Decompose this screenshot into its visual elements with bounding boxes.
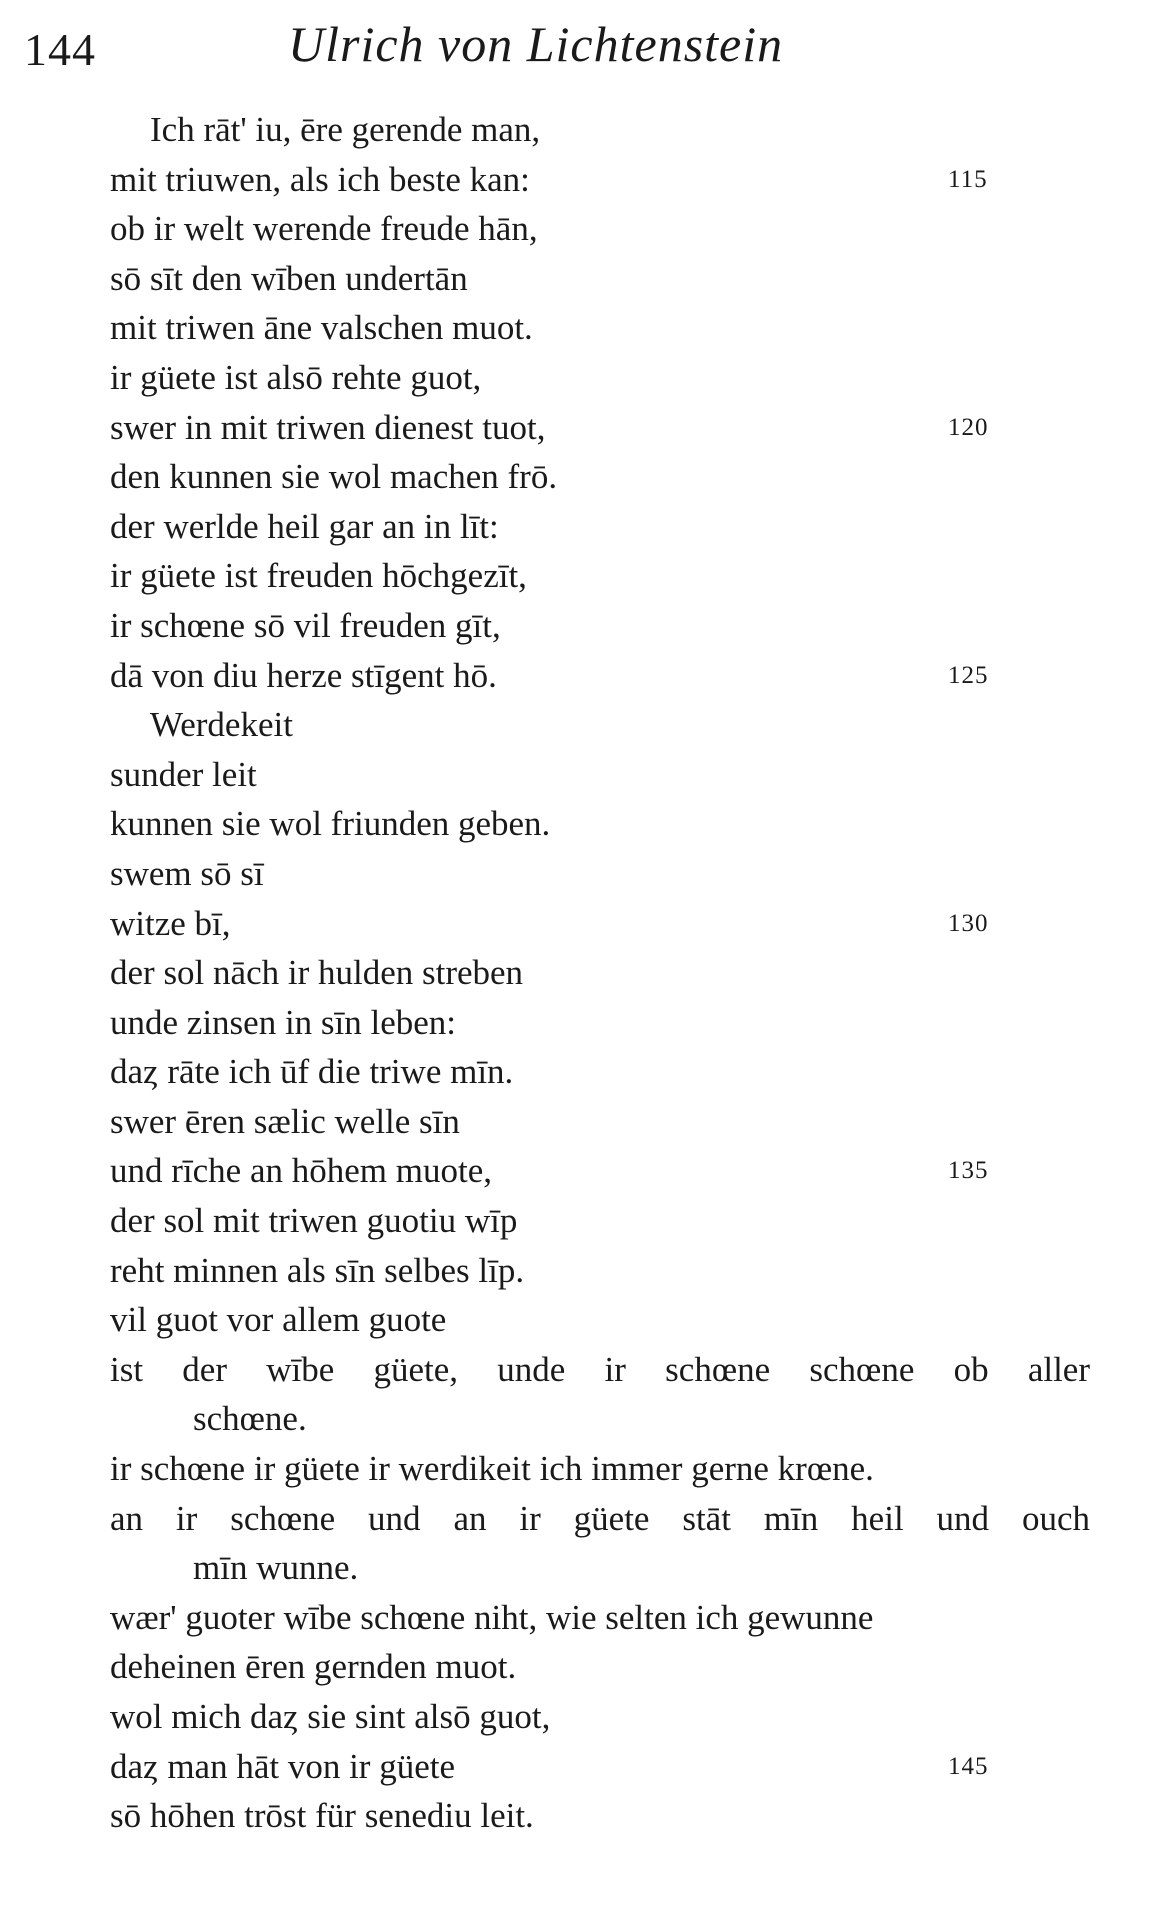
- poem-line: [110, 1295, 1090, 1345]
- poem-line: [110, 1593, 1090, 1643]
- poem-line-text: Ich rāt' iu, ēre gerende man,: [150, 110, 541, 149]
- poem-line: [110, 105, 1090, 155]
- poem-line: [110, 948, 1090, 998]
- poem-line-text: ist der wībe güete, unde ir schœne schœne ob aller: [110, 1349, 1090, 1389]
- poem-line-text: sō sīt den wīben undertān: [110, 258, 468, 298]
- page-number: 144: [24, 24, 96, 75]
- poem-line: [110, 1444, 1090, 1494]
- poem-line-text: swer in mit triwen dienest tuot,: [110, 407, 546, 447]
- poem-line: [110, 1345, 1090, 1395]
- poem-line: [110, 254, 1090, 304]
- poem-line: [110, 1642, 1090, 1692]
- poem-line: [110, 601, 1090, 651]
- poem-line-text: mīn wunne.: [193, 1548, 359, 1588]
- poem-line-text: ir güete ist alsō rehte guot,: [110, 357, 482, 397]
- poem-line: [110, 799, 1090, 849]
- poem-line-text: unde zinsen in sīn leben:: [110, 1002, 457, 1042]
- poem-line-text: mit triuwen, als ich beste kan:: [110, 159, 530, 199]
- poem-line-text: ir güete ist freuden hōchgezīt,: [110, 556, 527, 596]
- poem-line-text: daȥ rāte ich ūf die triwe mīn.: [110, 1052, 514, 1092]
- poem-line: [110, 1196, 1090, 1246]
- poem-line-text: der sol mit triwen guotiu wīp: [110, 1201, 518, 1241]
- poem-line: [110, 303, 1090, 353]
- poem-line: [110, 899, 1090, 949]
- poem-line: [110, 1742, 1090, 1792]
- line-number: 120: [948, 413, 989, 441]
- poem-line-text: der sol nāch ir hulden streben: [110, 953, 524, 993]
- running-title: Ulrich von Lichtenstein: [288, 16, 784, 72]
- poem-line-text: kunnen sie wol friunden geben.: [110, 804, 551, 844]
- poem-line-text: vil guot vor allem guote: [110, 1300, 447, 1340]
- poem-line: [110, 1246, 1090, 1296]
- poem-line-text: der werlde heil gar an in līt:: [110, 506, 499, 546]
- poem-line: [110, 1394, 1090, 1444]
- poem-line-text: wær' guoter wībe schœne niht, wie selten ich gewunne: [110, 1597, 874, 1637]
- line-number: 135: [948, 1157, 989, 1185]
- poem-line: [110, 1146, 1090, 1196]
- poem-text: [110, 105, 1090, 1841]
- poem-line: [110, 502, 1090, 552]
- poem-line-text: wol mich daȥ sie sint alsō guot,: [110, 1697, 551, 1736]
- poem-line-text: dā von diu herze stīgent hō.: [110, 655, 497, 695]
- poem-line-text: sō hōhen trōst für senediu leit.: [110, 1796, 534, 1836]
- poem-line: [110, 1791, 1090, 1841]
- poem-line: [110, 1047, 1090, 1097]
- poem-line: [110, 651, 1090, 701]
- poem-line: [110, 403, 1090, 453]
- poem-line-text: schœne.: [193, 1399, 307, 1439]
- poem-line-text: daȥ man hāt von ir güete: [110, 1746, 456, 1786]
- poem-line-text: reht minnen als sīn selbes līp.: [110, 1250, 525, 1290]
- poem-line: [110, 750, 1090, 800]
- poem-line: [110, 1543, 1090, 1593]
- poem-line-text: Werdekeit: [150, 705, 293, 745]
- poem-line: [110, 700, 1090, 750]
- poem-line-text: ir schœne ir güete ir werdikeit ich immer gerne krœne.: [110, 1449, 874, 1489]
- poem-line: [110, 1692, 1090, 1742]
- poem-line-text: swer ēren sælic welle sīn: [110, 1101, 460, 1141]
- poem-line-text: und rīche an hōhem muote,: [110, 1151, 492, 1191]
- poem-line: [110, 353, 1090, 403]
- poem-line: [110, 155, 1090, 205]
- poem-line-text: sunder leit: [110, 754, 257, 794]
- poem-line-text: swem sō sī: [110, 853, 264, 893]
- line-number: 145: [948, 1752, 989, 1780]
- poem-line: [110, 551, 1090, 601]
- poem-line-text: deheinen ēren gernden muot.: [110, 1647, 517, 1687]
- line-number: 125: [948, 661, 989, 689]
- line-number: 115: [948, 165, 988, 193]
- poem-line-text: ir schœne sō vil freuden gīt,: [110, 605, 501, 645]
- poem-line-text: mit triwen āne valschen muot.: [110, 308, 533, 348]
- poem-line-text: witze bī,: [110, 903, 231, 943]
- poem-line: [110, 452, 1090, 502]
- poem-line: [110, 998, 1090, 1048]
- line-number: 130: [948, 909, 989, 937]
- poem-line: [110, 1494, 1090, 1544]
- poem-line-text: ob ir welt werende freude hān,: [110, 209, 538, 249]
- poem-line: [110, 849, 1090, 899]
- poem-line: [110, 204, 1090, 254]
- poem-line-text: den kunnen sie wol machen frō.: [110, 457, 558, 497]
- poem-line: [110, 1097, 1090, 1147]
- poem-line-text: an ir schœne und an ir güete stāt mīn heil und ouch: [110, 1498, 1090, 1538]
